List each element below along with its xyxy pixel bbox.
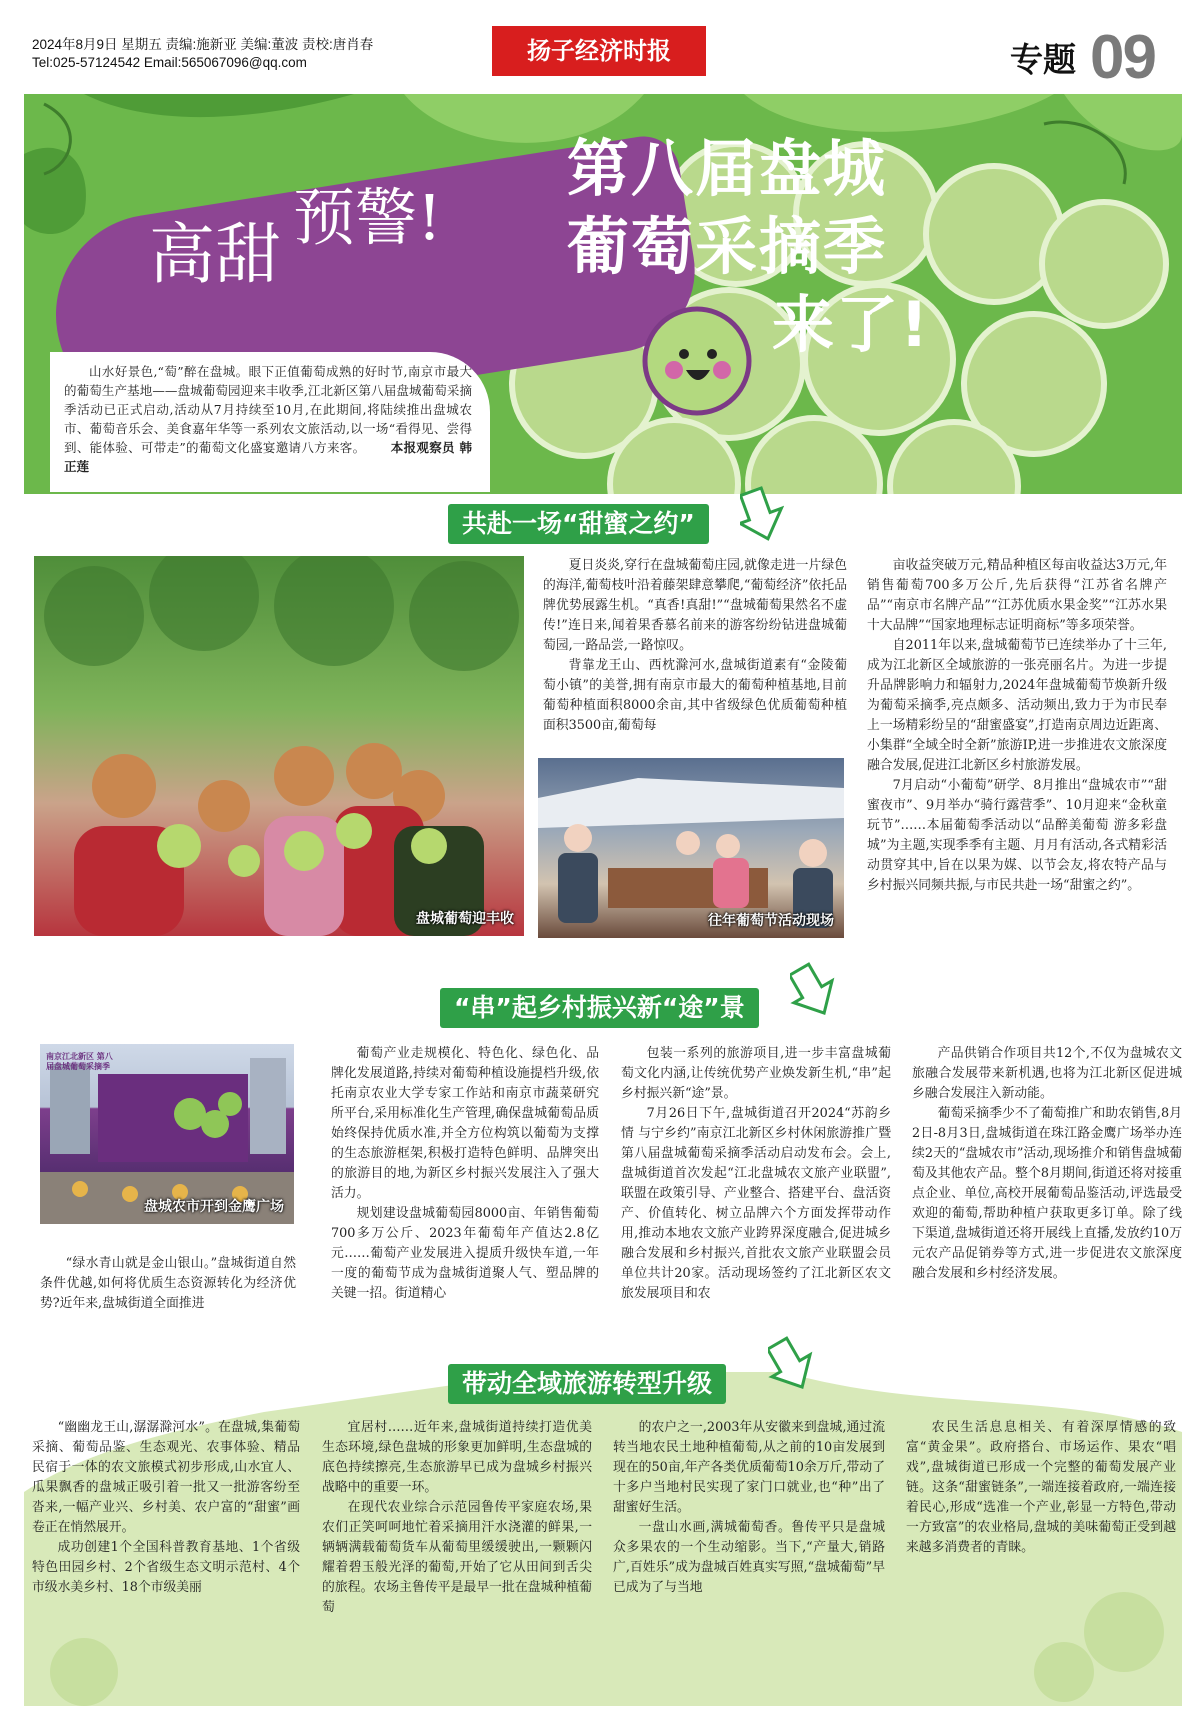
masthead-date-editors: 2024年8月9日 星期五 责编:施新亚 美编:董波 责校:唐肖春 xyxy=(32,37,374,52)
intro-text: 山水好景色,“萄”醉在盘城。眼下正值葡萄成熟的好时节,南京市最大的葡萄生产基地——盘城葡萄园迎来丰收季,江北新区第八届盘城葡萄采摘季活动已正式启动,活动从7月持续至10月,在此期间,将陆续推出盘城农市、葡萄音乐会、美食嘉年华等一系列农文旅活动,以一场“看得见、尝得到、能体验、可带走”的葡萄文化盛宴邀请八方来客。 xyxy=(64,364,472,455)
section3-column-4 xyxy=(906,1418,1176,1618)
section2-col3-paragraph: 包装一系列的旅游项目,进一步丰富盘城葡萄文化内涵,让传统优势产业焕发新生机,“串”起乡村振兴新“途”景。 xyxy=(621,1046,891,1101)
photo-farmers-market xyxy=(40,1044,294,1224)
newspaper-logo: 扬子经济时报 xyxy=(492,26,706,76)
section1-col1-paragraph: 夏日炎炎,穿行在盘城葡萄庄园,就像走进一片绿色的海洋,葡萄枝叶沿着藤架肆意攀爬,“葡萄经济”依托品牌优势展露生机。“真香!真甜!”“盘城葡萄果然名不虚传!”连日来,闻着果香慕名前来的游客纷纷钻进盘城葡萄园,一路品尝,一路惊叹。 xyxy=(543,558,847,653)
section3-column-3 xyxy=(613,1418,885,1618)
masthead-info xyxy=(32,36,373,72)
section3-col1-paragraph: “幽幽龙王山,潺潺滁河水”。在盘城,集葡萄采摘、葡萄品鉴、生态观光、农事体验、精品民宿于一体的农文旅模式初步形成,山水宜人、瓜果飘香的盘城正吸引着一批又一批游客纷至沓来,一幅产业兴、乡村美、农户富的“甜蜜”画卷正在悄然展开。 xyxy=(32,1420,300,1535)
section2-col1-paragraph: “绿水青山就是金山银山。”盘城街道自然条件优越,如何将优质生态资源转化为经济优势?近年来,盘城街道全面推进 xyxy=(40,1256,296,1311)
headline-line-2: 葡萄采摘季 xyxy=(567,210,888,283)
section1-column-1 xyxy=(543,556,847,756)
section2-col2-paragraph: 规划建设盘城葡萄园8000亩、年销售葡萄700多万公斤、2023年葡萄年产值达2.8亿元……葡萄产业发展进入提质升级快车道,一年一度的葡萄节成为盘城街道聚人气、塑品牌的关键一招。街道精心 xyxy=(331,1206,599,1301)
section-heading-sweet-date: 共赴一场“甜蜜之约” xyxy=(448,504,709,544)
reporter-byline: 本报观察员 韩正莲 xyxy=(64,440,472,474)
subtitle-part-a: 高甜 xyxy=(149,216,281,293)
intro-paragraph xyxy=(64,362,472,476)
section2-column-3 xyxy=(621,1044,891,1320)
masthead-contact: Tel:025-57124542 Email:565067096@qq.com xyxy=(32,55,307,70)
page-number: 09 xyxy=(1090,23,1155,92)
family-with-grapes-illustration xyxy=(34,556,524,936)
photo3-caption: 盘城农市开到金鹰广场 xyxy=(144,1199,284,1215)
section2-column-2 xyxy=(331,1044,599,1320)
smiling-grape-icon xyxy=(642,306,752,416)
arrow-down-icon xyxy=(768,1334,818,1394)
section1-col2-paragraph: 自2011年以来,盘城葡萄节已连续举办了十三年,成为江北新区全域旅游的一张亮丽名片。为进一步提升品牌影响力和辐射力,2024年盘城葡萄节焕新升级为葡萄采摘季,亮点颇多、活动频出,致力于为市民奉上一场精彩纷呈的“甜蜜盛宴”,打造南京周边近距离、小集群“全域全时全新”旅游IP,进一步推进农文旅深度融合发展,促进江北新区乡村旅游发展。 xyxy=(867,638,1167,773)
section-name: 专题 xyxy=(1010,40,1076,79)
photo-sign-text: 南京江北新区 第八届盘城葡萄采摘季 xyxy=(46,1052,113,1071)
section2-col3-paragraph: 7月26日下午,盘城街道召开2024“苏韵乡情 与宁乡约”南京江北新区乡村休闲旅游推广暨第八届盘城葡萄采摘季活动启动发布会。会上,盘城街道首次发起“江北盘城农文旅产业联盟”,联盟在政策引导、产业整合、搭建平台、盘活资产、价值转化、树立品牌六个方面发挥带动作用,推动本地农文旅产业跨界深度融合,促进城乡融合发展和乡村振兴,首批农文旅产业联盟会员单位共计20家。活动现场签约了江北新区农文旅发展项目和农 xyxy=(621,1106,891,1301)
section3-column-1 xyxy=(32,1418,300,1618)
photo-grape-harvest xyxy=(34,556,524,936)
section1-col2-paragraph: 亩收益突破万元,精品种植区每亩收益达3万元,年销售葡萄700多万公斤,先后获得“江苏省名牌产品”“南京市名牌产品”“江苏优质水果金奖”“江苏水果十大品牌”“国家地理标志证明商标”等多项荣誉。 xyxy=(867,558,1167,633)
section2-col2-paragraph: 葡萄产业走规模化、特色化、绿色化、品牌化发展道路,持续对葡萄种植设施提档升级,依托南京农业大学专家工作站和南京市蔬菜研究所平台,采用标准化生产管理,确保盘城葡萄品质始终保持优质水准,并全方位构筑以葡萄为支撑的生态旅游框架,积极打造特色鲜明、品牌突出的旅游目的地,为新区乡村振兴发展注入了强大活力。 xyxy=(331,1046,599,1201)
section2-col4-paragraph: 葡萄采摘季少不了葡萄推广和助农销售,8月2日-8月3日,盘城街道在珠江路金鹰广场举办连续2天的“盘城农市”活动,现场推介和销售盘城葡萄及其他农产品。整个8月期间,街道还将对接重点企业、单位,高校开展葡萄品鉴活动,评选最受欢迎的葡萄,帮助种植户获取更多订单。除了线下渠道,盘城街道还将开展线上直播,发放约10万元农产品促销券等方式,进一步促进农文旅深度融合发展和乡村经济发展。 xyxy=(912,1106,1182,1281)
subtitle-high-sweet xyxy=(149,181,442,293)
headline-line-1: 第八届盘城 xyxy=(567,132,888,205)
section1-col1-paragraph: 背靠龙王山、西枕滁河水,盘城街道素有“金陵葡萄小镇”的美誉,拥有南京市最大的葡萄种植基地,目前葡萄种植面积8000余亩,其中省级绿色优质葡萄种植面积3500亩,葡萄每 xyxy=(543,658,847,733)
subtitle-part-b: 预警! xyxy=(293,181,442,254)
section3-col4-paragraph: 农民生活息息相关、有着深厚情感的致富“黄金果”。政府搭台、市场运作、果农“唱戏”,盘城街道已形成一个完整的葡萄发展产业链。这条“甜蜜链条”,一端连接着政府,一端连接着民心,形成“选准一个产业,彰显一方特色,带动一方致富”的农业格局,盘城的美味葡萄正受到越来越多消费者的青睐。 xyxy=(906,1420,1176,1555)
section3-column-2 xyxy=(322,1418,592,1618)
section2-column-1 xyxy=(40,1254,296,1320)
section3-col2-paragraph: 宜居村……近年来,盘城街道持续打造优美生态环境,绿色盘城的形象更加鲜明,生态盘城的底色持续擦亮,生态旅游早已成为盘城乡村振兴战略中的重要一环。 xyxy=(322,1420,592,1495)
photo-festival-scene xyxy=(538,758,844,938)
section3-col3-paragraph: 的农户之一,2003年从安徽来到盘城,通过流转当地农民土地种植葡萄,从之前的10亩发展到现在的50亩,年产各类优质葡萄10余万斤,带动了十多户当地村民实现了家门口就业,也“种”出了甜蜜好生活。 xyxy=(613,1420,885,1515)
section2-column-4 xyxy=(912,1044,1182,1320)
section3-col1-paragraph: 成功创建1个全国科普教育基地、1个省级特色田园乡村、2个省级生态文明示范村、4个市级水美乡村、18个市级美丽 xyxy=(32,1540,300,1595)
section-heading-rural-revival: “串”起乡村振兴新“途”景 xyxy=(440,988,759,1028)
section2-col4-paragraph: 产品供销合作项目共12个,不仅为盘城农文旅融合发展带来新机遇,也将为江北新区促进城乡融合发展注入新动能。 xyxy=(912,1046,1182,1101)
photo1-caption: 盘城葡萄迎丰收 xyxy=(416,911,514,927)
arrow-down-icon xyxy=(740,486,784,542)
arrow-down-icon xyxy=(790,960,840,1020)
section3-col3-paragraph: 一盘山水画,满城葡萄香。鲁传平只是盘城众多果农的一个生动缩影。当下,“产量大,销路广,百姓乐”成为盘城百姓真实写照,“盘城葡萄”早已成为了与当地 xyxy=(613,1520,885,1595)
headline-line-3: 来了! xyxy=(772,288,931,361)
photo2-caption: 往年葡萄节活动现场 xyxy=(708,913,834,929)
section1-column-2 xyxy=(867,556,1167,940)
section1-col2-paragraph: 7月启动“小葡萄”研学、8月推出“盘城农市”“甜蜜夜市”、9月举办“骑行露营季”、10月迎来“金秋童玩节”……本届葡萄季活动以“品醉美葡萄 游多彩盘城”为主题,实现季季有主题、月月有活动,各式精彩活动贯穿其中,旨在以果为媒、以节会友,将农特产品与乡村振兴同频共振,与市民共赴一场“甜蜜之约”。 xyxy=(867,778,1167,893)
section-heading-tourism-upgrade: 带动全域旅游转型升级 xyxy=(448,1364,726,1404)
section3-col2-paragraph: 在现代农业综合示范园鲁传平家庭农场,果农们正笑呵呵地忙着采摘用汗水浇灌的鲜果,一辆辆满载葡萄货车从葡萄里缓缓驶出,一颗颗闪耀着碧玉般光泽的葡萄,开始了它从田间到舌尖的旅程。农场主鲁传平是最早一批在盘城种植葡萄 xyxy=(322,1500,592,1615)
